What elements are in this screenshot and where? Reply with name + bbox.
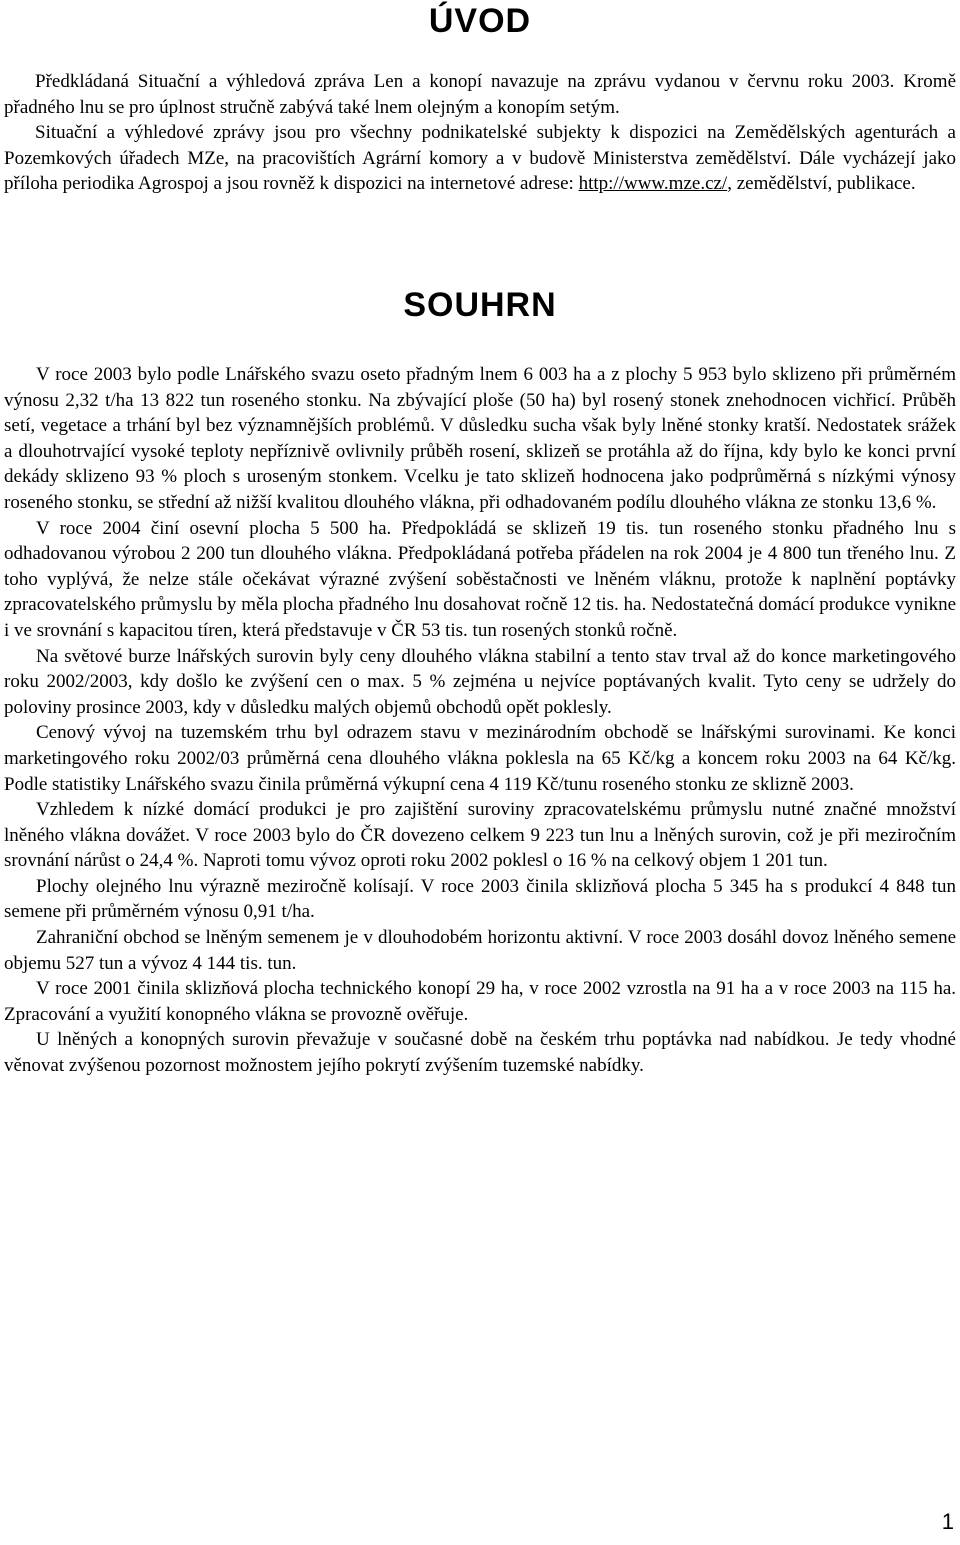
summary-paragraph: Vzhledem k nízké domácí produkci je pro zajištění suroviny zpracovatelskému průmyslu nutné značné množství lněného vlákna dovážet. V roce 2003 bylo do ČR dovezeno celkem 9 223 tun lnu a lněných surovin, což je při meziročním srovnání nárůst o 24,4 %. Naproti tomu vývoz oproti roku 2002 poklesl o 16 % na celkový objem 1 201 tun. <box>4 799 956 872</box>
intro-paragraph-1: Předkládaná Situační a výhledová zpráva Len a konopí navazuje na zprávu vydanou v červnu roku 2003. Kromě přadného lnu se pro úplnost stručně zabývá také lnem olejným a konopím setým. <box>4 71 956 118</box>
intro-paragraph-2-text: Situační a výhledové zprávy jsou pro všechny podnikatelské subjekty k dispozici na Zemědělských agenturách a Pozemkových úřadech MZe, na pracovištích Agrární komory a v budově Ministerstva zemědělství. Dále vycházejí jako příloha periodika Agrospoj a jsou rovněž k dispozici na internetové adrese: <box>4 122 956 195</box>
intro-section <box>4 69 956 197</box>
mze-website-link[interactable]: http://www.mze.cz/ <box>578 173 728 195</box>
summary-paragraph: V roce 2004 činí osevní plocha 5 500 ha. Předpokládá se sklizeň 19 tis. tun roseného stonku přadného lnu s odhadovanou výrobou 2 200 tun dlouhého vlákna. Předpokládaná potřeba přádelen na rok 2004 je 4 800 tun třeného lnu. Z toho vyplývá, že nelze stále očekávat výrazné zvýšení soběstačnosti ve lněném vláknu, protože k naplnění poptávky zpracovatelského průmyslu by měla plocha přadného lnu dosahovat ročně 12 tis. ha. Nedostatečná domácí produkce vynikne i ve srovnání s kapacitou tíren, která představuje v ČR 53 tis. tun rosených stonků ročně. <box>4 517 956 641</box>
heading-souhrn: SOUHRN <box>403 286 557 324</box>
summary-paragraph: V roce 2003 bylo podle Lnářského svazu oseto přadným lnem 6 003 ha a z plochy 5 953 bylo sklizeno při průměrném výnosu 2,32 t/ha 13 822 tun roseného stonku. Na zbývající ploše (50 ha) byl rosený stonek znehodnocen vichřicí. Průběh setí, vegetace a trhání byl bez významnějších problémů. V důsledku sucha však byly lněné stonky kratší. Nedostatek srážek a dlouhotrvající vysoké teploty nepříznivě ovlivnily průběh rosení, sklizeň se protáhla až do října, kdy bylo ke konci první dekády sklizeno 93 % ploch s uroseným stonkem. Vcelku je tato sklizeň hodnocena jako podprůměrná s nízkými výnosy roseného stonku, se střední až nižší kvalitou dlouhého vlákna, při odhadovaném podílu dlouhého vlákna ze stonku 13,6 %. <box>4 364 956 513</box>
summary-paragraph: V roce 2001 činila sklizňová plocha technického konopí 29 ha, v roce 2002 vzrostla na 91 ha a v roce 2003 na 115 ha. Zpracování a využití konopného vlákna se provozně ověřuje. <box>4 978 956 1025</box>
heading-uvod: ÚVOD <box>428 2 532 40</box>
summary-section <box>4 362 956 1079</box>
summary-paragraph: Zahraniční obchod se lněným semenem je v dlouhodobém horizontu aktivní. V roce 2003 dosáhl dovoz lněného semene objemu 527 tun a vývoz 4 144 tis. tun. <box>4 927 956 974</box>
summary-paragraph: Plochy olejného lnu výrazně meziročně kolísají. V roce 2003 činila sklizňová plocha 5 345 ha s produkcí 4 848 tun semene při průměrném výnosu 0,91 t/ha. <box>4 875 956 923</box>
page-number: 1 <box>941 1509 954 1534</box>
summary-paragraph: Cenový vývoj na tuzemském trhu byl odrazem stavu v mezinárodním obchodě se lnářskými surovinami. Ke konci marketingového roku 2002/03 průměrná cena dlouhého vlákna poklesla na 65 Kč/kg a koncem roku 2003 na 64 Kč/kg. Podle statistiky Lnářského svazu činila průměrná výkupní cena 4 119 Kč/tunu roseného stonku ze sklizně 2003. <box>4 722 956 795</box>
summary-paragraph: U lněných a konopných surovin převažuje v současné době na českém trhu poptávka nad nabídkou. Je tedy vhodné věnovat zvýšenou pozornost možnostem jejího pokrytí zvýšením tuzemské nabídky. <box>4 1029 956 1077</box>
intro-paragraph-2-tail: , zemědělství, publikace. <box>727 173 916 195</box>
summary-paragraph: Na světové burze lnářských surovin byly ceny dlouhého vlákna stabilní a tento stav trval až do konce marketingového roku 2002/2003, kdy došlo ke zvýšení cen o max. 5 % zejména u nejvíce poptávaných kvalit. Tyto ceny se udržely do poloviny prosince 2003, kdy v důsledku malých objemů obchodů opět poklesly. <box>4 645 956 718</box>
intro-paragraph-2 <box>4 120 956 197</box>
